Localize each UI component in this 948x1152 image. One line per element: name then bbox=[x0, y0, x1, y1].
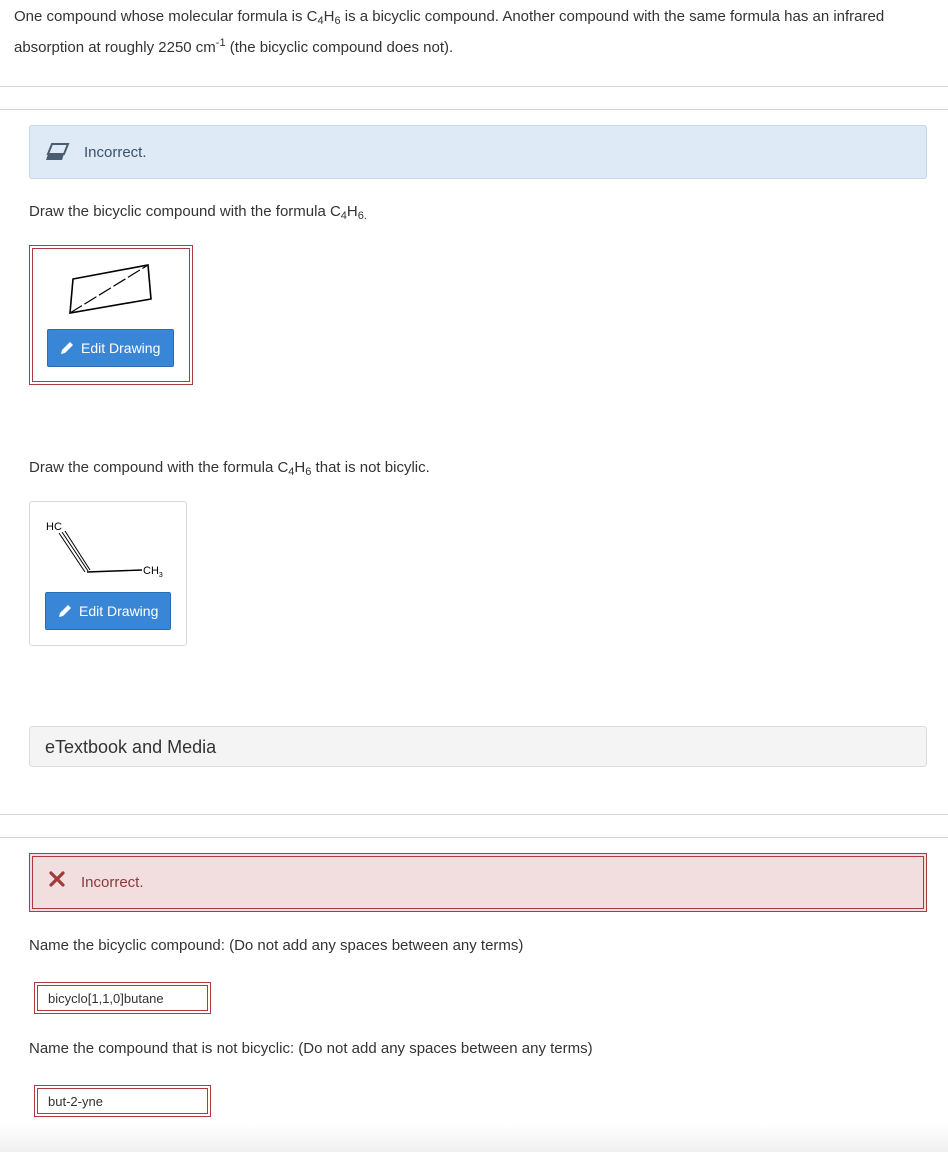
divider bbox=[0, 109, 948, 110]
hc-label: HC bbox=[46, 521, 62, 533]
question-intro: One compound whose molecular formula is $C_4H_6$ is a bicyclic compound. Another compound with the same formula has an infrared absorption at roughly 2250 $cm^{-1}$ (the bicyclic compound does not). bbox=[14, 8, 885, 56]
edit-drawing-button[interactable] bbox=[45, 592, 171, 630]
feedback-message: Incorrect. bbox=[81, 874, 144, 891]
answer-input-bicyclic[interactable] bbox=[38, 986, 207, 1010]
ch3-label: $CH_3$ bbox=[143, 565, 163, 579]
prompt-draw-bicyclic: Draw the bicyclic compound with the formula $C_4H_{6.}$ bbox=[29, 203, 367, 222]
drawing-area-bicyclic[interactable] bbox=[29, 245, 193, 385]
feedback-message: Incorrect. bbox=[84, 144, 147, 161]
edit-drawing-label: Edit Drawing bbox=[79, 603, 159, 619]
divider bbox=[0, 814, 948, 815]
bottom-fade bbox=[0, 1124, 948, 1152]
feedback-info-box bbox=[29, 125, 927, 179]
edit-drawing-button[interactable] bbox=[47, 329, 174, 367]
eraser-icon bbox=[46, 141, 70, 163]
x-icon bbox=[48, 870, 66, 888]
answer-field-bicyclic[interactable] bbox=[34, 982, 211, 1014]
prompt-draw-non-bicyclic: Draw the compound with the formula $C_4H_6$ that is not bicylic. bbox=[29, 459, 430, 478]
pencil-icon bbox=[58, 604, 72, 618]
divider bbox=[0, 837, 948, 838]
edit-drawing-label: Edit Drawing bbox=[81, 340, 161, 356]
pencil-icon bbox=[60, 341, 74, 355]
drawing-area-non-bicyclic[interactable] bbox=[29, 501, 187, 646]
question-name-non-bicyclic: Name the compound that is not bicyclic: (Do not add any spaces between any terms) bbox=[29, 1040, 593, 1057]
feedback-error-box bbox=[29, 853, 927, 912]
answer-input-non-bicyclic[interactable] bbox=[38, 1089, 207, 1113]
etextbook-label: eTextbook and Media bbox=[45, 737, 217, 757]
answer-field-non-bicyclic[interactable] bbox=[34, 1085, 211, 1117]
question-name-bicyclic: Name the bicyclic compound: (Do not add any spaces between any terms) bbox=[29, 937, 524, 954]
etextbook-media-button[interactable] bbox=[29, 726, 927, 767]
error-box-frame bbox=[32, 856, 924, 909]
divider bbox=[0, 86, 948, 87]
